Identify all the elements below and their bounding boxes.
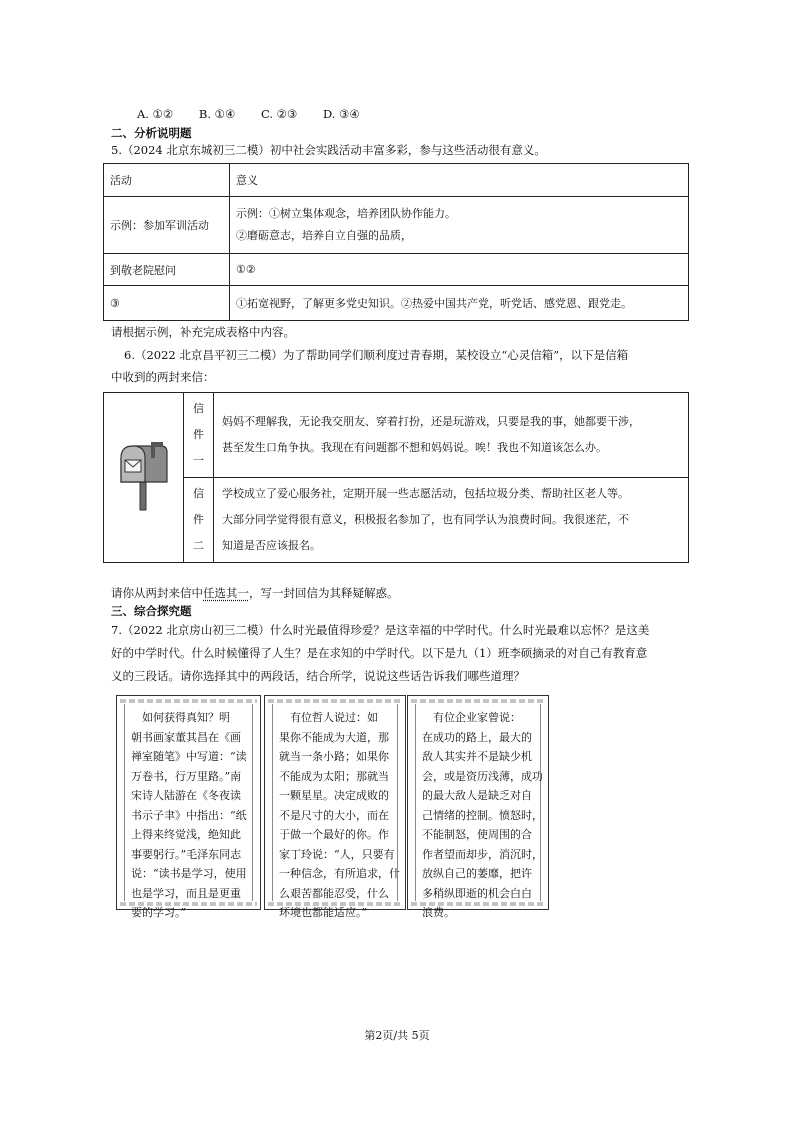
quote-line: 一种信念，有所追求，什 <box>279 867 400 880</box>
quote-line: 有位哲人说过：如 <box>279 711 378 724</box>
row-activity: ③ <box>104 286 230 321</box>
q6-stem-line1: 6.（2022 北京昌平初三二模）为了帮助同学们顺利度过青春期，某校设立“心灵信箱”，以下是信箱 <box>124 348 629 362</box>
option-b: B. ①④ <box>198 107 236 121</box>
quote-line: 会，或是资历浅薄，成功 <box>422 769 543 783</box>
quote-line: 上得来终觉浅，绝知此 <box>131 828 241 841</box>
letter-row <box>104 478 689 563</box>
quote-line: 么艰苦都能忍受，什么 <box>279 886 389 900</box>
quote-3-text <box>415 704 543 919</box>
q7-line1: 7.（2022 北京房山初三二模）什么时光最值得珍爱？是这幸福的中学时代。什么时光最难以忘怀？是这美 <box>111 623 650 637</box>
mailbox-cell <box>104 393 184 563</box>
mailbox-icon <box>115 440 173 512</box>
quote-line: 于做一个最好的你。作 <box>279 828 389 841</box>
quote-line: 敌人其实并不是缺少机 <box>422 750 532 763</box>
quote-line: 禅室随笔》中写道：“读 <box>131 750 247 763</box>
row-activity: 示例：参加军训活动 <box>104 197 230 254</box>
option-c: C. ②③ <box>260 107 298 121</box>
quote-box-3 <box>407 695 549 919</box>
quote-line: 放纵自己的萎靡，把许 <box>422 867 532 880</box>
quote-line: 也是学习，而且是更重 <box>131 886 241 900</box>
quote-line: 家丁玲说：“人，只要有 <box>279 847 395 861</box>
q6-instruction: 请你从两封来信中任选其一，写一封回信为其释疑解惑。 <box>111 586 399 600</box>
quote-line: 如何获得真知？明 <box>131 711 230 724</box>
answer-options <box>137 107 382 121</box>
option-a: A. ①② <box>137 107 174 121</box>
table-row <box>104 254 689 286</box>
quote-1-text <box>124 704 253 919</box>
row-meaning: ①② <box>230 254 689 286</box>
quote-line: 事要躬行。”毛泽东同志 <box>131 847 242 861</box>
row-meaning: 示例：①树立集体观念，培养团队协作能力。 ②磨砺意志，培养自立自强的品质， <box>230 197 689 254</box>
header-meaning: 意义 <box>230 164 689 197</box>
letter-2-text: 学校成立了爱心服务社，定期开展一些志愿活动，包括垃圾分类、帮助社区老人等。 大部分同学觉得很有意义，积极报名参加了，也有同学认为浪费时间。我很迷茫，不 知道是否应该报名。 <box>214 478 689 563</box>
quote-line: 不是尺寸的大小，而在 <box>279 808 389 822</box>
table-header-row <box>104 164 689 197</box>
letter-1-text: 妈妈不理解我，无论我交朋友、穿着打扮，还是玩游戏，只要是我的事，她都要干涉， 甚至发生口角争执。我现在有问题都不想和妈妈说。唉！我也不知道该怎么办。 <box>214 393 689 478</box>
quote-line: 不能制怒，使周围的合 <box>422 828 532 841</box>
letter-2-label: 信 件 二 <box>184 478 214 563</box>
table-row <box>104 286 689 321</box>
quote-line: 书示子聿》中指出：“纸 <box>131 808 247 822</box>
quote-line: 环境也都能适应。” <box>279 906 368 919</box>
quote-line: 一颗星星。决定成败的 <box>279 789 389 802</box>
letter-row <box>104 393 689 478</box>
quote-box-2 <box>264 695 406 919</box>
table-row <box>104 197 689 254</box>
quote-line: 有位企业家曾说： <box>422 711 521 724</box>
quote-line: 在成功的路上，最大的 <box>422 730 532 744</box>
quote-line: 不能成为太阳；那就当 <box>279 769 389 783</box>
section-3-title: 三、综合探究题 <box>111 604 192 618</box>
quote-line: 说：“读书是学习，使用 <box>131 867 247 880</box>
option-d: D. ③④ <box>322 107 360 121</box>
quote-2-text <box>272 704 400 919</box>
quote-line: 的最大敌人是缺乏对自 <box>422 789 532 802</box>
quote-line: 浪费。 <box>422 906 455 919</box>
header-activity: 活动 <box>104 164 230 197</box>
letters-table <box>103 392 689 563</box>
quote-line: 万卷书，行万里路。”南 <box>131 769 242 783</box>
quote-line: 果你不能成为大道，那 <box>279 730 389 744</box>
page-footer: 第2页/共 5页 <box>364 1029 430 1042</box>
q5-instruction: 请根据示例，补充完成表格中内容。 <box>111 325 295 339</box>
q7-line3: 义的三段话。请你选择其中的两段话，结合所学，说说这些话告诉我们哪些道理？ <box>111 669 525 683</box>
quote-line: 己情绪的控制。愤怒时， <box>422 808 543 822</box>
quote-line: 要的学习。” <box>131 906 187 919</box>
quote-line: 就当一条小路；如果你 <box>279 750 389 763</box>
quote-box-1 <box>116 695 261 919</box>
q7-line2: 好的中学时代。什么时候懂得了人生？是在求知的中学时代。以下是九（1）班李硕摘录的对自己有教育意 <box>111 646 648 660</box>
q5-table <box>103 163 689 321</box>
letter-1-label: 信 件 一 <box>184 393 214 478</box>
q6-stem-line2: 中收到的两封来信： <box>111 370 215 384</box>
row-activity: 到敬老院慰问 <box>104 254 230 286</box>
section-2-title: 二、分析说明题 <box>111 126 192 140</box>
quote-line: 朝书画家董其昌在《画 <box>131 730 241 744</box>
quote-line: 作者望而却步，消沉时， <box>422 847 543 861</box>
emphasis-text: 任选其一 <box>203 586 249 600</box>
q5-stem: 5.（2024 北京东城初三二模）初中社会实践活动丰富多彩，参与这些活动很有意义。 <box>111 143 546 157</box>
row-meaning: ①拓宽视野，了解更多党史知识。②热爱中国共产党，听党话、感党恩、跟党走。 <box>230 286 689 321</box>
quote-line: 多稍纵即逝的机会白白 <box>422 886 532 900</box>
quote-line: 宋诗人陆游在《冬夜读 <box>131 789 241 802</box>
